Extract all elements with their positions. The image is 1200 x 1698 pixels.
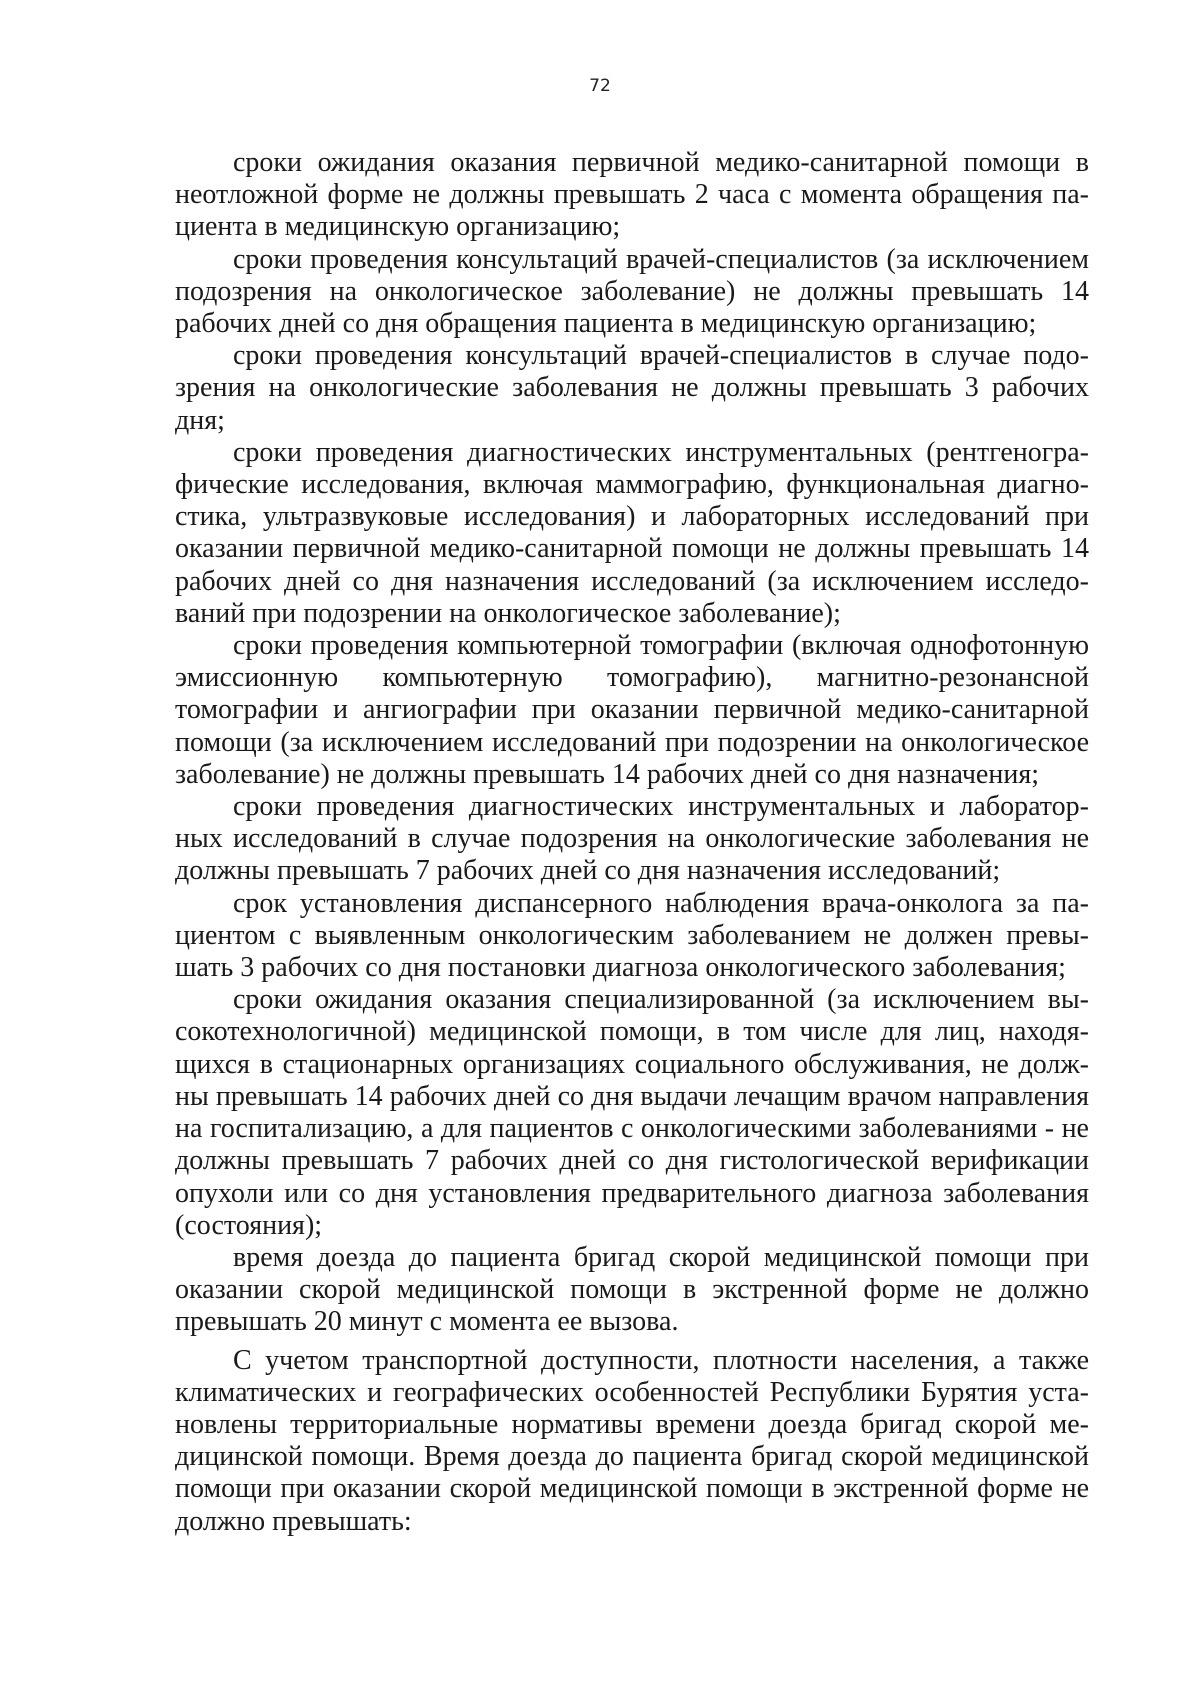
paragraph-oncologist-observation: срок установления диспансерного наблюдения врача-онколога за пациентом с выявленным онкологическим заболеванием не должен превышать 3 рабочих со дня постановки диагноза онкологического заболевания; — [175, 887, 1089, 984]
paragraph-emergency-care-waiting: сроки ожидания оказания первичной медико-санитарной помощи в неотложной форме не должны превышать 2 часа с момента обращения пациента в медицинскую организацию; — [175, 147, 1089, 243]
paragraph-oncology-consultation: сроки проведения консультаций врачей-специалистов в случае подозрения на онкологические заболевания не должны превышать 3 рабочих дня; — [175, 340, 1089, 436]
paragraph-diagnostic-studies: сроки проведения диагностических инструментальных (рентгенографические исследования, включая маммографию, функциональная диагностика, ультразвуковые исследования) и лабораторных исследований при оказании первичной медико-санитарной помощи не должны превышать 14 рабочих дней со дня назначения исследований (за исключением исследований при подозрении на онкологическое заболевание); — [175, 436, 1089, 629]
paragraph-oncology-diagnostics: сроки проведения диагностических инструментальных и лабораторных исследований в случае подозрения на онкологические заболевания не должны превышать 7 рабочих дней со дня назначения исследований; — [175, 791, 1089, 887]
paragraph-tomography-studies: сроки проведения компьютерной томографии (включая однофотонную эмиссионную компьютерную томографию), магнитно-резонансной томографии и ангиографии при оказании первичной медико-санитарной помощи (за исключением исследований при подозрении на онкологическое заболевание) не должны превышать 14 рабочих дней со дня назначения; — [175, 630, 1089, 790]
page-number: 72 — [589, 76, 611, 96]
paragraph-specialist-consultation: сроки проведения консультаций врачей-специалистов (за исключением подозрения на онкологическое заболевание) не должны превышать 14 рабочих дней со дня обращения пациента в медицинскую организацию; — [175, 243, 1089, 340]
paragraph-specialized-care-waiting: сроки ожидания оказания специализированной (за исключением высокотехнологичной) медицинской помощи, в том числе для лиц, находящихся в стационарных организациях социального обслуживания, не должны превышать 14 рабочих дней со дня выдачи лечащим врачом направления на госпитализацию, а для пациентов с онкологическими заболеваниями - не должны превышать 7 рабочих дней со дня гистологической верификации опухоли или со дня установления предварительного диагноза заболевания (состояния); — [175, 984, 1089, 1241]
document-body — [175, 147, 1089, 1538]
paragraph-ambulance-arrival: время доезда до пациента бригад скорой медицинской помощи при оказании скорой медицинской помощи в экстренной форме не должно превышать 20 минут с момента ее вызова. — [175, 1241, 1089, 1338]
paragraph-territorial-standards: С учетом транспортной доступности, плотности населения, а также климатических и географических особенностей Республики Бурятия установлены территориальные нормативы времени доезда бригад скорой медицинской помощи. Время доезда до пациента бригад скорой медицинской помощи при оказании скорой медицинской помощи в экстренной форме не должно превышать: — [175, 1344, 1089, 1537]
